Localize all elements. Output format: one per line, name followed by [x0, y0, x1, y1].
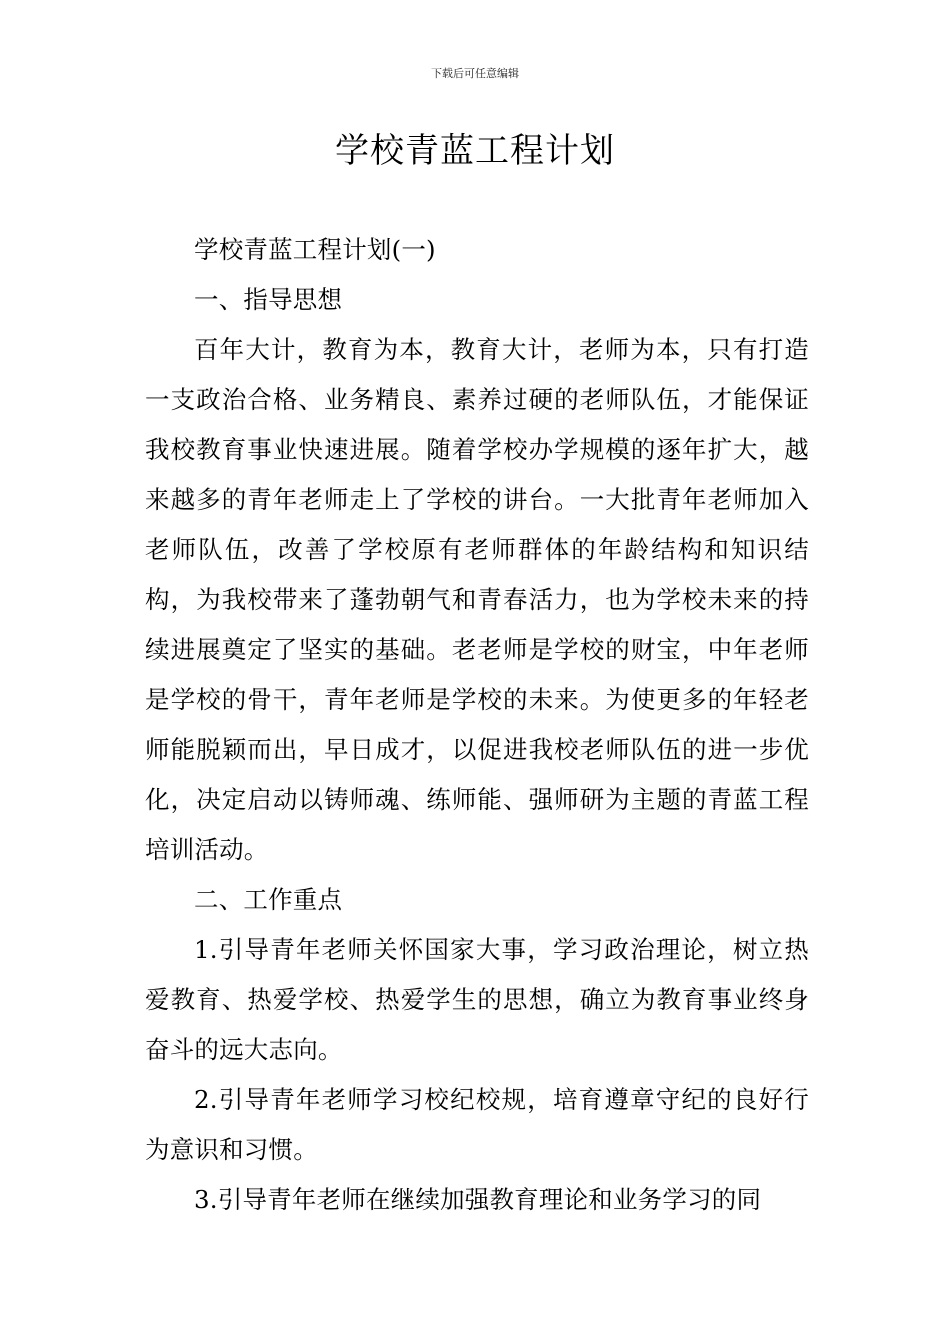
- list-item-2: 2.引导青年老师学习校纪校规，培育遵章守纪的良好行为意识和习惯。: [145, 1085, 809, 1164]
- section-heading-guiding-ideology: 一、指导思想: [194, 285, 343, 314]
- list-item-1: 1.引导青年老师关怀国家大事，学习政治理论，树立热爱教育、热爱学校、热爱学生的思想，确立为教育事业终身奋斗的远大志向。: [145, 935, 809, 1064]
- section-heading-work-focus: 二、工作重点: [194, 885, 343, 914]
- section-heading-plan-one: 学校青蓝工程计划(一): [194, 235, 436, 264]
- list-item-3: 3.引导青年老师在继续加强教育理论和业务学习的同: [194, 1185, 762, 1214]
- document-title: 学校青蓝工程计划: [335, 131, 615, 171]
- document-body: [145, 225, 809, 1225]
- header-note: 下载后可任意编辑: [431, 67, 519, 80]
- paragraph-guiding-ideology: 百年大计，教育为本，教育大计，老师为本，只有打造一支政治合格、业务精良、素养过硬的老师队伍，才能保证我校教育事业快速进展。随着学校办学规模的逐年扩大，越来越多的青年老师走上了学校的讲台。一大批青年老师加入老师队伍，改善了学校原有老师群体的年龄结构和知识结构，为我校带来了蓬勃朝气和青春活力，也为学校未来的持续进展奠定了坚实的基础。老老师是学校的财宝，中年老师是学校的骨干，青年老师是学校的未来。为使更多的年轻老师能脱颖而出，早日成才，以促进我校老师队伍的进一步优化，决定启动以铸师魂、练师能、强师研为主题的青蓝工程培训活动。: [145, 335, 809, 864]
